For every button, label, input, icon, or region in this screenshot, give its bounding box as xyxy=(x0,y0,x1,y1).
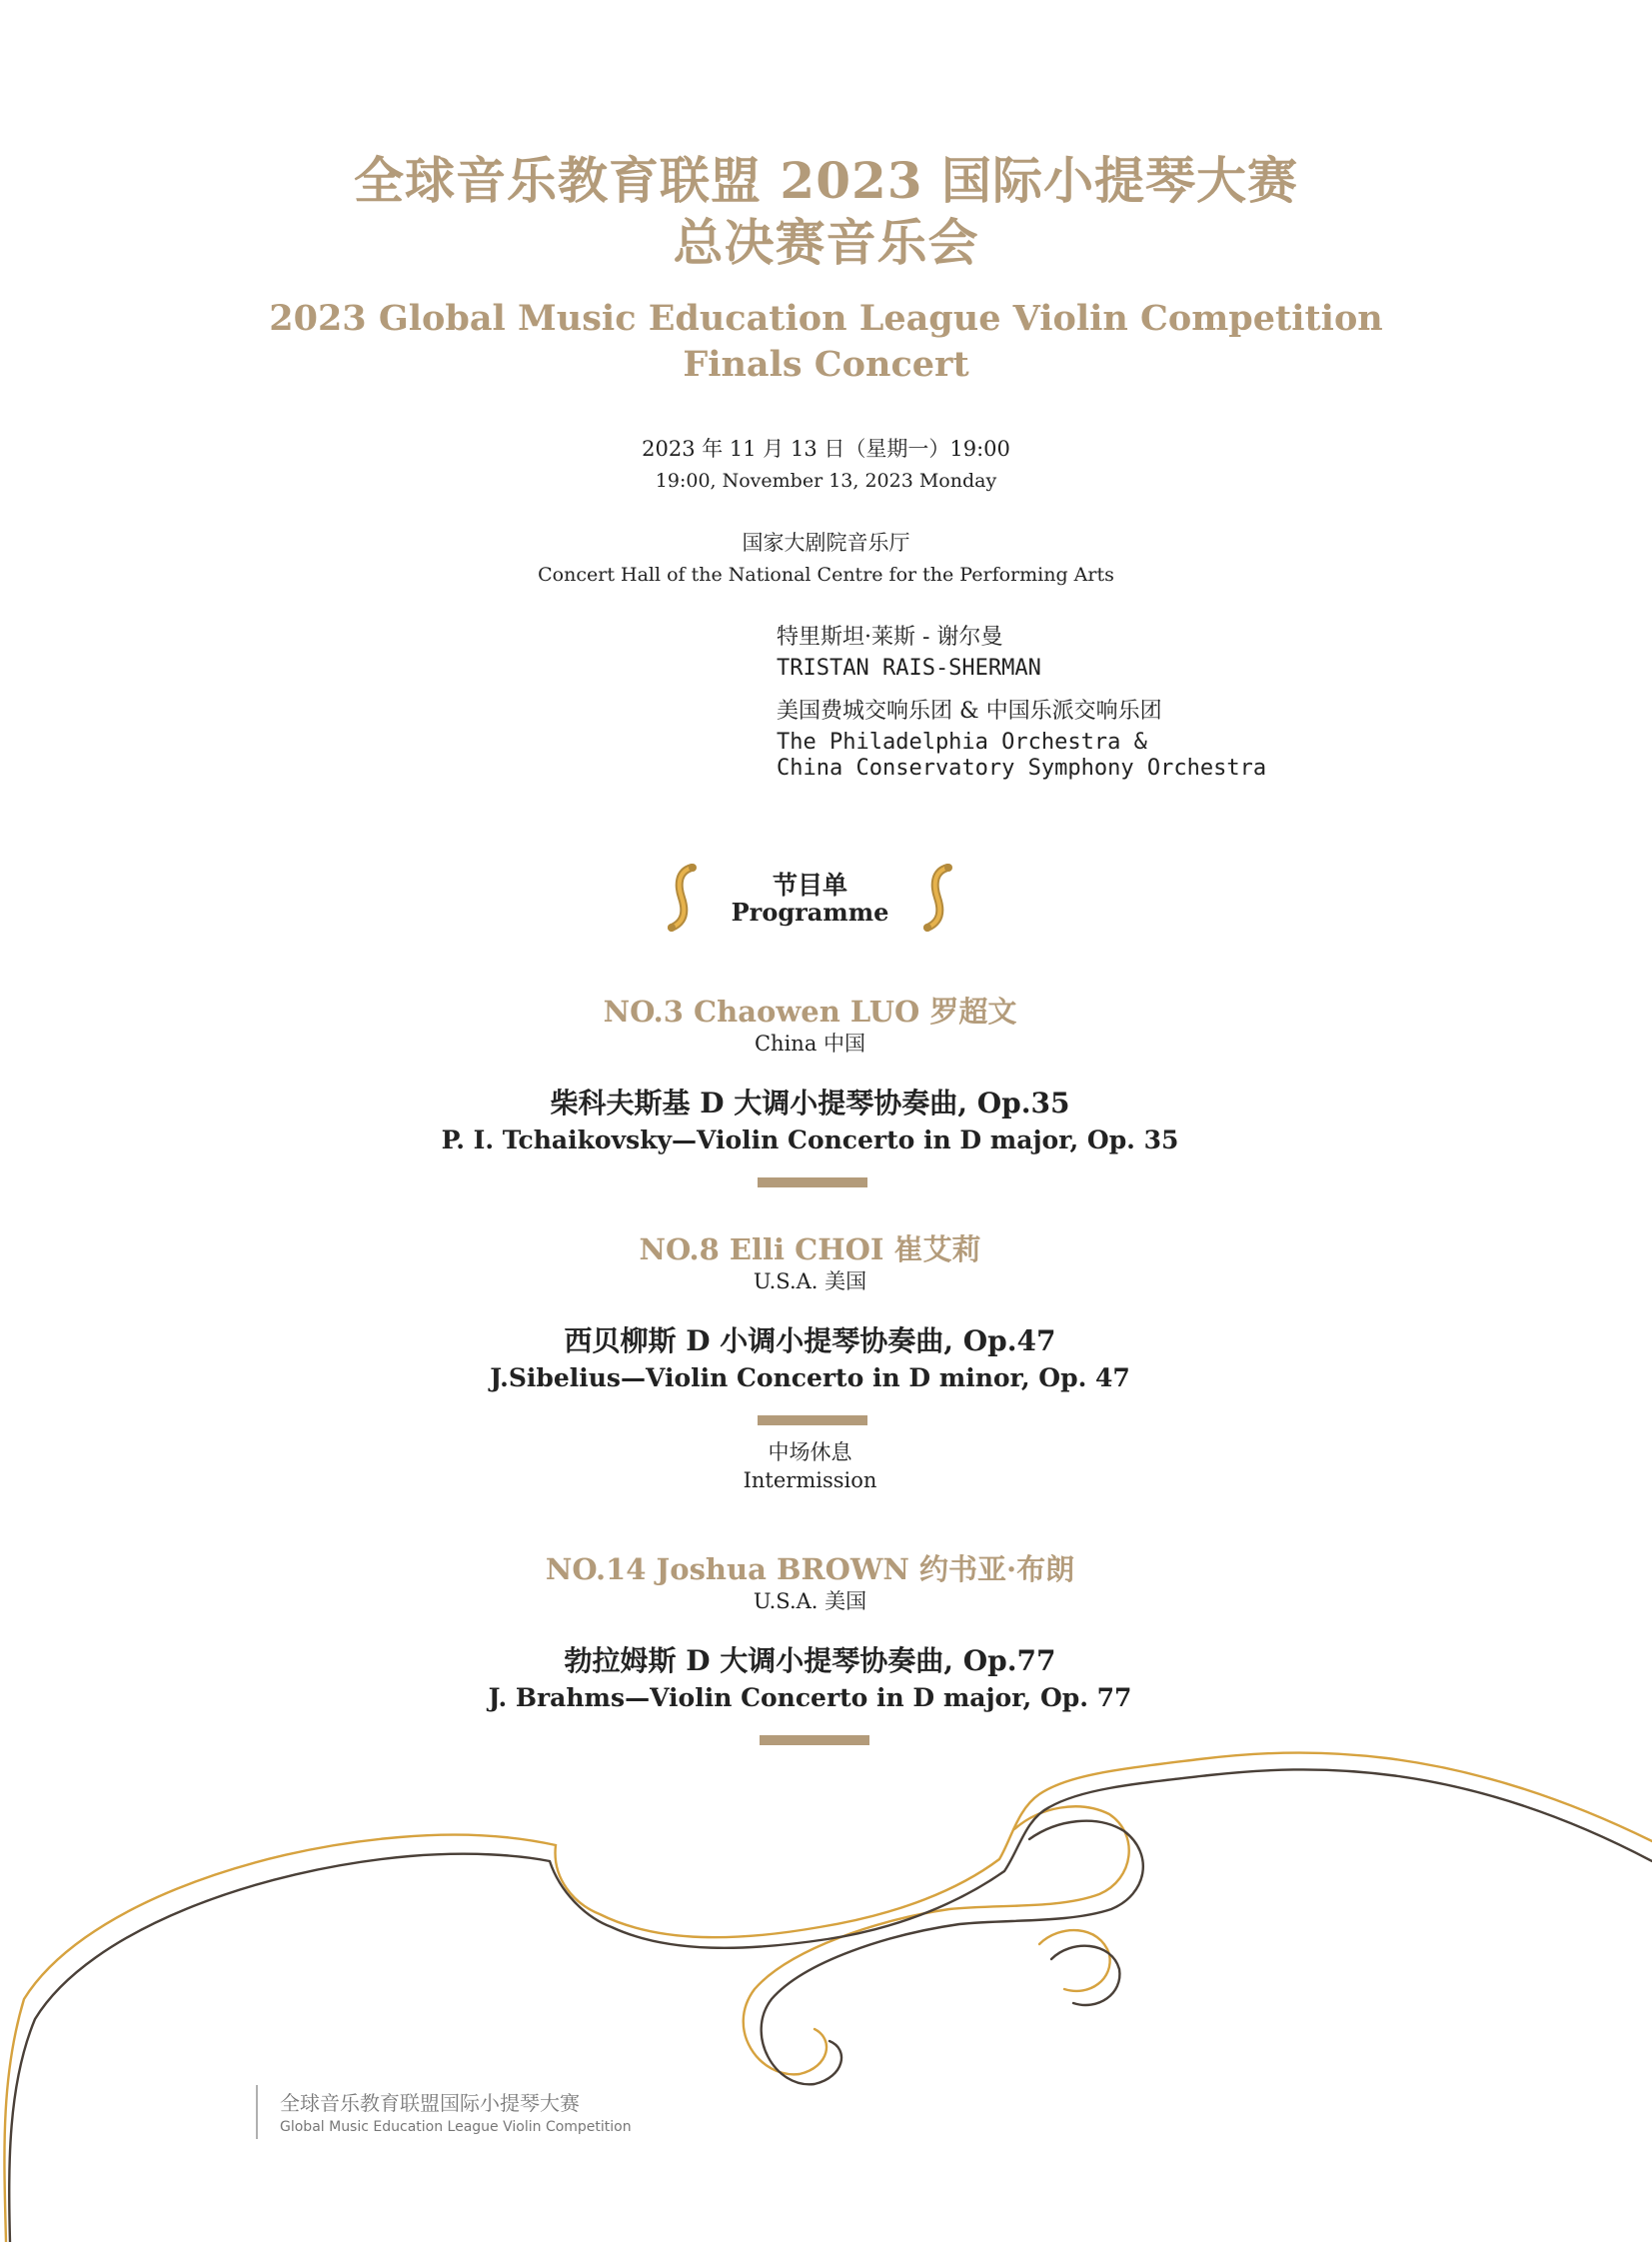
footer-org-zh: 全球音乐教育联盟国际小提琴大赛 xyxy=(280,2091,580,2115)
orchestra-value-en-line2: China Conservatory Symphony Orchestra xyxy=(777,756,1267,781)
title-en-line2: Finals Concert xyxy=(683,344,969,385)
piece-title-en: P. I. Tchaikovsky—Violin Concerto in D major, Op. 35 xyxy=(441,1125,1179,1154)
footer-divider xyxy=(256,2085,258,2139)
performer-country: U.S.A. 美国 xyxy=(753,1269,867,1293)
section-divider xyxy=(758,1177,867,1187)
piece-title-en: J. Brahms—Violin Concerto in D major, Op. 77 xyxy=(488,1683,1132,1712)
title-zh-line2: 总决赛音乐会 xyxy=(673,213,979,272)
orchestra-value-en-line1: The Philadelphia Orchestra & xyxy=(777,730,1147,755)
venue-zh: 国家大剧院音乐厅 xyxy=(742,531,910,555)
orchestra-value-zh: 美国费城交响乐团 & 中国乐派交响乐团 xyxy=(777,699,1162,724)
title-en-line1: 2023 Global Music Education League Violin Competition xyxy=(269,298,1383,339)
piece-title-zh: 勃拉姆斯 D 大调小提琴协奏曲, Op.77 xyxy=(564,1644,1056,1677)
venue-en: Concert Hall of the National Centre for the Performing Arts xyxy=(538,564,1114,586)
intermission-en: Intermission xyxy=(743,1468,877,1492)
datetime-zh: 2023 年 11 月 13 日（星期一）19:00 xyxy=(642,437,1010,461)
performer-country: China 中国 xyxy=(754,1032,866,1056)
conductor-value-en: TRISTAN RAIS-SHERMAN xyxy=(777,656,1041,681)
footer-org-en: Global Music Education League Violin Competition xyxy=(280,2119,632,2135)
section-divider xyxy=(758,1415,867,1425)
performer-name: NO.3 Chaowen LUO 罗超文 xyxy=(603,995,1017,1029)
intermission-zh: 中场休息 xyxy=(768,1440,852,1464)
piece-title-zh: 柴科夫斯基 D 大调小提琴协奏曲, Op.35 xyxy=(550,1087,1070,1120)
piece-title-en: J.Sibelius—Violin Concerto in D minor, Op. 47 xyxy=(490,1363,1130,1392)
programme-heading-en: Programme xyxy=(731,898,889,927)
datetime-en: 19:00, November 13, 2023 Monday xyxy=(655,470,997,492)
performer-country: U.S.A. 美国 xyxy=(753,1589,867,1613)
piece-title-zh: 西贝柳斯 D 小调小提琴协奏曲, Op.47 xyxy=(564,1324,1056,1357)
performer-name: NO.14 Joshua BROWN 约书亚·布朗 xyxy=(545,1552,1075,1586)
conductor-value-zh: 特里斯坦·莱斯 - 谢尔曼 xyxy=(777,625,1003,650)
title-zh-line1: 全球音乐教育联盟 2023 国际小提琴大赛 xyxy=(354,151,1298,210)
programme-heading-zh: 节目单 xyxy=(772,871,847,900)
section-divider xyxy=(760,1735,869,1745)
performer-name: NO.8 Elli CHOI 崔艾莉 xyxy=(639,1232,981,1266)
